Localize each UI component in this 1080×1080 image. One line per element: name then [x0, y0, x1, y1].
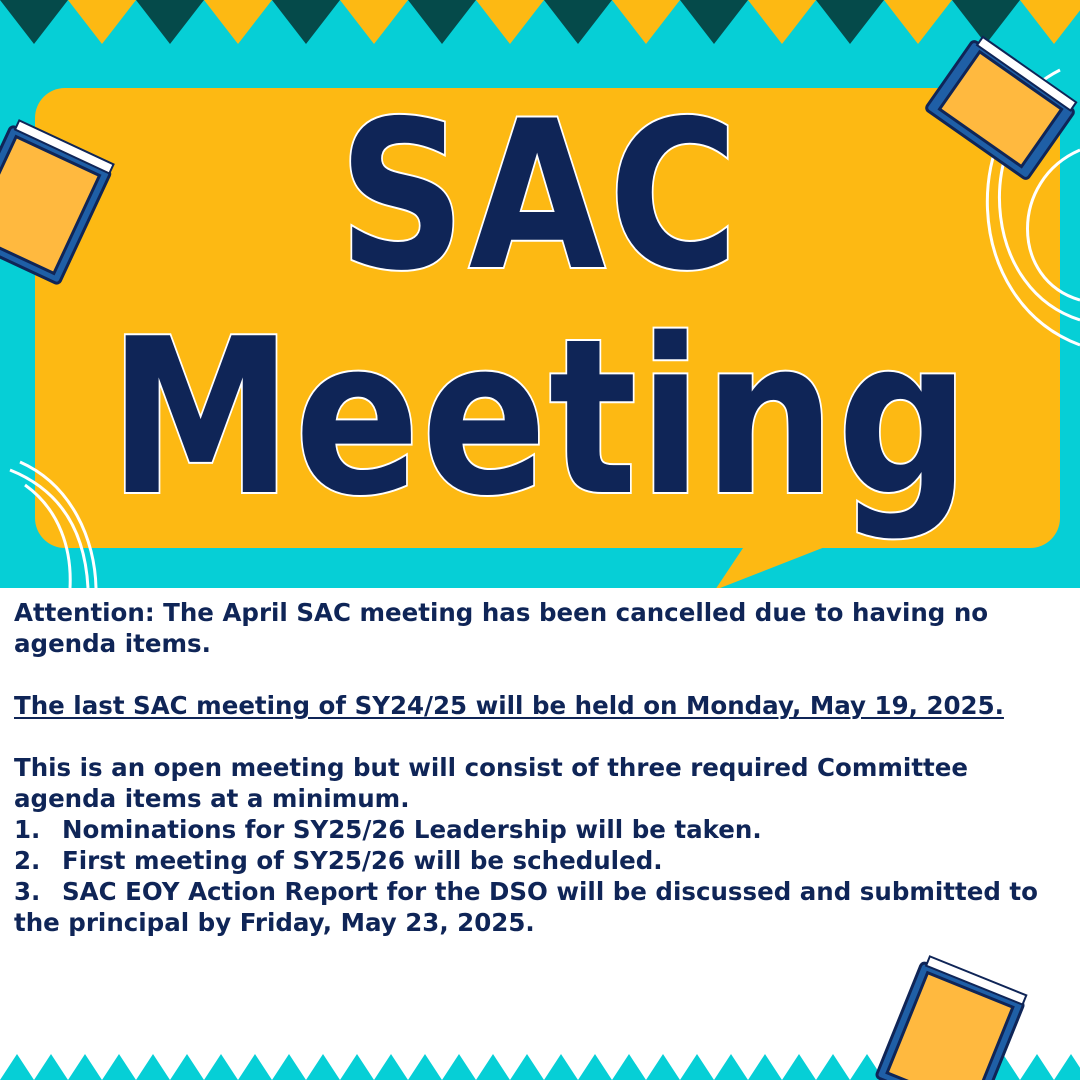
title-sac: SAC — [338, 78, 742, 316]
agenda-item: 1. Nominations for SY25/26 Leadership will be taken. — [14, 815, 762, 844]
last-meeting-notice: The last SAC meeting of SY24/25 will be held on Monday, May 19, 2025. — [14, 691, 1004, 720]
attention-notice: Attention: The April SAC meeting has been cancelled due to having no agenda items. — [14, 598, 989, 658]
agenda-item: 2. First meeting of SY25/26 will be scheduled. — [14, 846, 663, 875]
title-meeting: Meeting — [108, 292, 972, 543]
open-meeting-notice: This is an open meeting but will consist of three required Committee agenda items at a minimum. — [14, 753, 968, 813]
agenda-item: 3. SAC EOY Action Report for the DSO will be discussed and submitted to the principal by Friday, May 23, 2025. — [14, 877, 1038, 937]
